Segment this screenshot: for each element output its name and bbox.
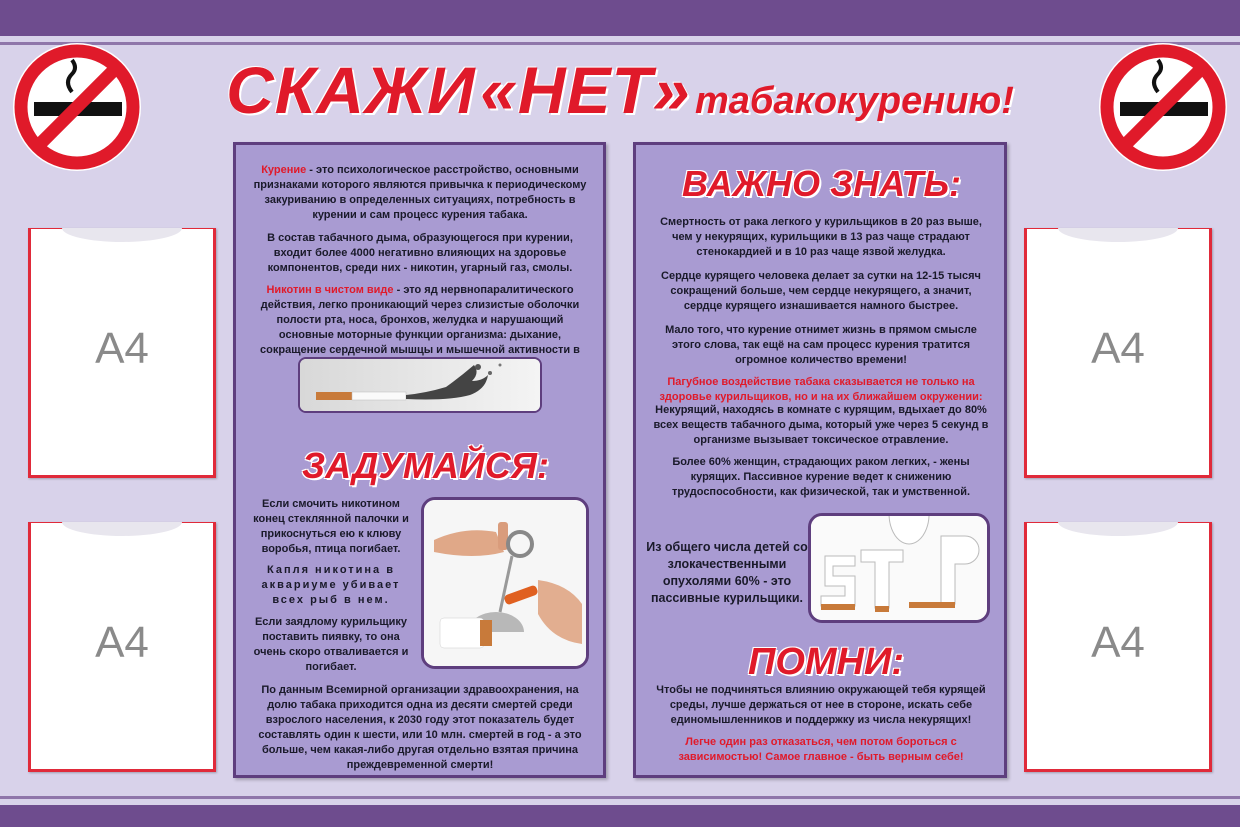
women-fact: Более 60% женщин, страдающих раком легких, - жены курящих. Пассивное курение ведет к снижению трудоспособности, как физической, так и умственной. bbox=[671, 456, 971, 498]
a4-label: А4 bbox=[1091, 324, 1145, 373]
fact-aquarium: Капля никотина в аквариуме убивает всех рыб в нем. bbox=[261, 564, 401, 606]
title-say: СКАЖИ bbox=[226, 53, 476, 127]
nicotine-definition-text: - это яд нервнопаралитического действия, легко проникающий через слизистые оболочки полости рта, носа, бронхов, желудка и нарушающий основные моторные функции организма: дыхание, сокращение сердечной мышцы и мышечной активности в bbox=[260, 284, 580, 356]
pocket-tab bbox=[62, 228, 182, 242]
a4-label: А4 bbox=[95, 618, 149, 667]
pocket-tab bbox=[62, 522, 182, 536]
pocket-tab bbox=[1058, 228, 1178, 242]
cigarette-ash-image bbox=[298, 357, 542, 413]
a4-pocket[interactable] bbox=[28, 228, 216, 478]
smoking-definition-text: - это психологическое расстройство, основными признаками которого являются привычка к периодическому закуриванию в определенных ситуациях, потребность в курении и сам процесс курения табака. bbox=[253, 164, 587, 221]
a4-label: А4 bbox=[95, 324, 149, 373]
smoking-term: Курение bbox=[261, 164, 307, 176]
title-smoking: табакокурению! bbox=[694, 80, 1014, 122]
remember-heading: ПОМНИ: bbox=[748, 641, 904, 683]
smoking-definition bbox=[250, 163, 590, 223]
nicotine-term: Никотин в чистом виде bbox=[266, 284, 394, 296]
passive-inhalation: Некурящий, находясь в комнате с курящим, вдыхает до 80% всех веществ табачного дыма, который уже через 5 секунд в организме вызывает токсическое отравление. bbox=[653, 404, 989, 446]
who-statistics: По данным Всемирной организации здравоохранения, на долю табака приходится одна из десяти смертей среди взрослого населения, к 2030 году этот показатель будет составлять один к шести, или 10 млн. смертей в год - а это больше, чем какая-либо другая отдельно взятая причина преждевременной смерти! bbox=[258, 684, 582, 771]
a4-label: А4 bbox=[1091, 618, 1145, 667]
fact-glass-rod: Если смочить никотином конец стеклянной палочки и прикоснуться ею к клюву воробья, птица погибает. bbox=[253, 498, 409, 555]
fact-leech: Если заядлому курильщику поставить пиявку, то она очень скоро отваливается и погибает. bbox=[253, 616, 409, 673]
children-fact: Из общего числа детей со злокачественными опухолями 60% - это пассивные курильщики. bbox=[646, 540, 808, 605]
think-heading: ЗАДУМАЙСЯ: bbox=[302, 445, 549, 486]
bottom-stripe bbox=[0, 796, 1240, 799]
top-band bbox=[0, 0, 1240, 36]
cancer-mortality: Смертность от рака легкого у курильщиков в 20 раз выше, чем у некурящих, курильщики в 13 раз чаще страдают стенокардией и в 10 раз чаще язвой желудка. bbox=[660, 216, 982, 258]
stop-cigarettes-image bbox=[808, 513, 990, 623]
a4-pocket[interactable] bbox=[1024, 228, 1212, 478]
title-no: «НЕТ» bbox=[480, 53, 691, 127]
time-fact: Мало того, что курение отнимет жизнь в прямом смысле этого слова, так ещё на сам процесс курения тратится огромное количество времени! bbox=[665, 324, 977, 366]
heart-fact: Сердце курящего человека делает за сутки на 12-15 тысяч сокращений больше, чем сердце некурящего, а значит, сердце курящего изнашивается намного быстрее. bbox=[661, 270, 981, 312]
page-title bbox=[0, 52, 1240, 128]
passive-warning: Пагубное воздействие табака сказывается не только на здоровье курильщиков, но и на их ближайшем окружении: bbox=[659, 376, 983, 403]
left-panel bbox=[233, 142, 606, 778]
handcuffs-cigarettes-image bbox=[421, 497, 589, 669]
a4-pocket[interactable] bbox=[28, 522, 216, 772]
important-heading: ВАЖНО ЗНАТЬ: bbox=[682, 163, 961, 204]
bottom-band bbox=[0, 805, 1240, 827]
final-slogan: Легче один раз отказаться, чем потом бороться с зависимостью! Самое главное - быть верным себе! bbox=[678, 736, 964, 763]
a4-pocket[interactable] bbox=[1024, 522, 1212, 772]
top-stripe bbox=[0, 42, 1240, 45]
smoke-composition: В состав табачного дыма, образующегося при курении, входит более 4000 негативно влияющих на здоровье компонентов, среди них - никотин, угарный газ, смолы. bbox=[267, 232, 573, 274]
advice: Чтобы не подчиняться влиянию окружающей тебя курящей среды, лучше держаться от нее в стороне, искать себе единомышленников и поддержку из числа некурящих! bbox=[656, 684, 986, 726]
right-panel bbox=[633, 142, 1007, 778]
pocket-tab bbox=[1058, 522, 1178, 536]
